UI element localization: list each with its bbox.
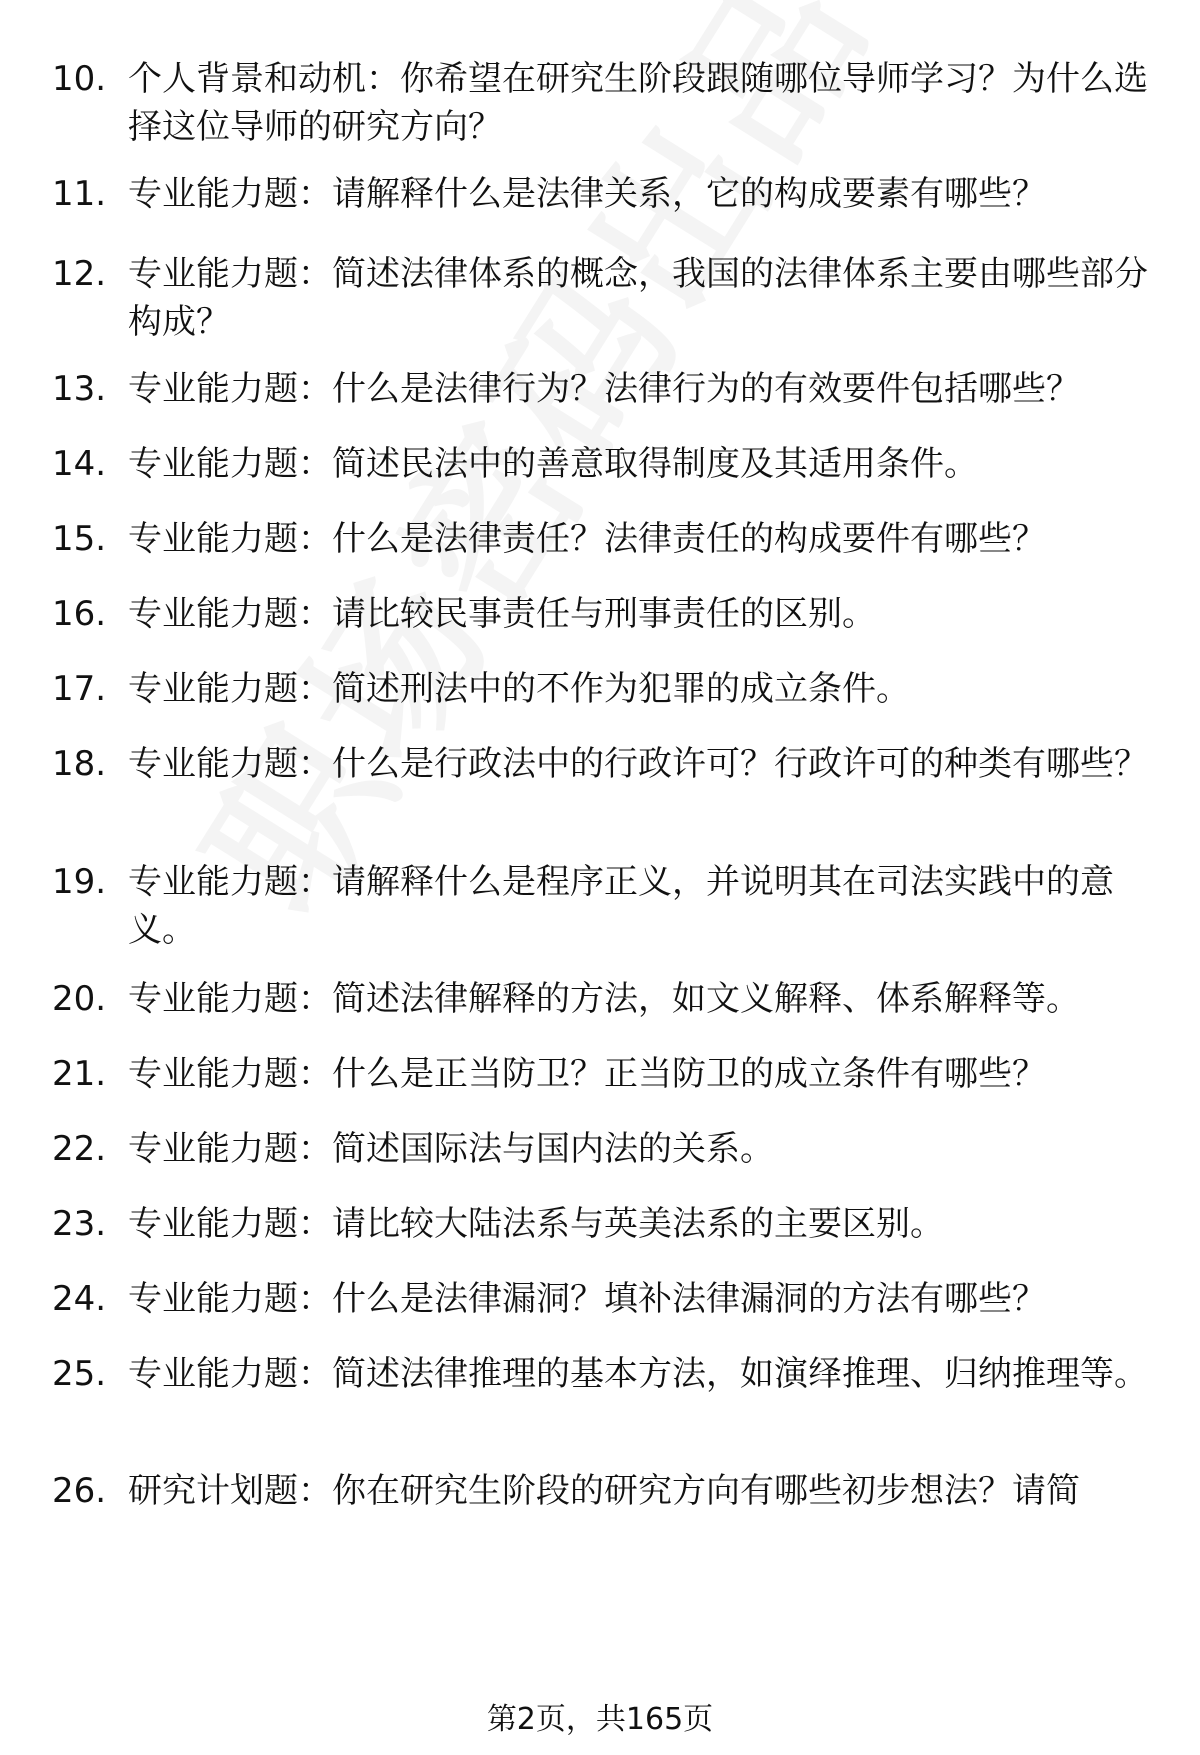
item-text: 专业能力题：什么是法律漏洞？填补法律漏洞的方法有哪些？ — [128, 1279, 1046, 1319]
item-text: 专业能力题：请比较民事责任与刑事责任的区别。 — [128, 594, 876, 634]
item-number: 19. — [52, 862, 107, 902]
item-number: 24. — [52, 1279, 107, 1319]
item-text: 专业能力题：请解释什么是法律关系，它的构成要素有哪些？ — [128, 174, 1046, 214]
item-text: 专业能力题：简述法律推理的基本方法，如演绎推理、归纳推理等。 — [128, 1354, 1148, 1394]
item-number: 22. — [52, 1129, 107, 1169]
item-number: 23. — [52, 1204, 107, 1244]
item-number: 10. — [52, 59, 107, 99]
item-number: 18. — [52, 744, 107, 784]
item-number: 16. — [52, 594, 107, 634]
item-number: 21. — [52, 1054, 107, 1094]
item-number: 26. — [52, 1471, 107, 1511]
item-number: 20. — [52, 979, 107, 1019]
item-text: 研究计划题：你在研究生阶段的研究方向有哪些初步想法？请简 — [128, 1471, 1080, 1511]
item-text: 专业能力题：简述刑法中的不作为犯罪的成立条件。 — [128, 669, 910, 709]
item-text: 专业能力题：什么是行政法中的行政许可？行政许可的种类有哪些？ — [128, 744, 1148, 784]
item-text: 专业能力题：什么是正当防卫？正当防卫的成立条件有哪些？ — [128, 1054, 1046, 1094]
item-text: 专业能力题：请比较大陆法系与英美法系的主要区别。 — [128, 1204, 944, 1244]
item-number: 15. — [52, 519, 107, 559]
item-text: 专业能力题：请解释什么是程序正义，并说明其在司法实践中的意义。 — [128, 862, 1114, 950]
item-number: 17. — [52, 669, 107, 709]
page-footer: 第2页，共165页 — [486, 1702, 714, 1737]
item-number: 25. — [52, 1354, 107, 1394]
item-number: 11. — [52, 174, 107, 214]
item-text: 专业能力题：简述民法中的善意取得制度及其适用条件。 — [128, 444, 978, 484]
item-text: 专业能力题：什么是法律责任？法律责任的构成要件有哪些？ — [128, 519, 1046, 559]
item-text: 个人背景和动机：你希望在研究生阶段跟随哪位导师学习？为什么选择这位导师的研究方向？ — [128, 59, 1148, 147]
item-text: 专业能力题：简述法律体系的概念，我国的法律体系主要由哪些部分构成？ — [128, 254, 1148, 342]
item-text: 专业能力题：简述法律解释的方法，如文义解释、体系解释等。 — [128, 979, 1080, 1019]
item-number: 13. — [52, 369, 107, 409]
item-text: 专业能力题：简述国际法与国内法的关系。 — [128, 1129, 774, 1169]
item-number: 12. — [52, 254, 107, 294]
item-number: 14. — [52, 444, 107, 484]
item-text: 专业能力题：什么是法律行为？法律行为的有效要件包括哪些？ — [128, 369, 1080, 409]
